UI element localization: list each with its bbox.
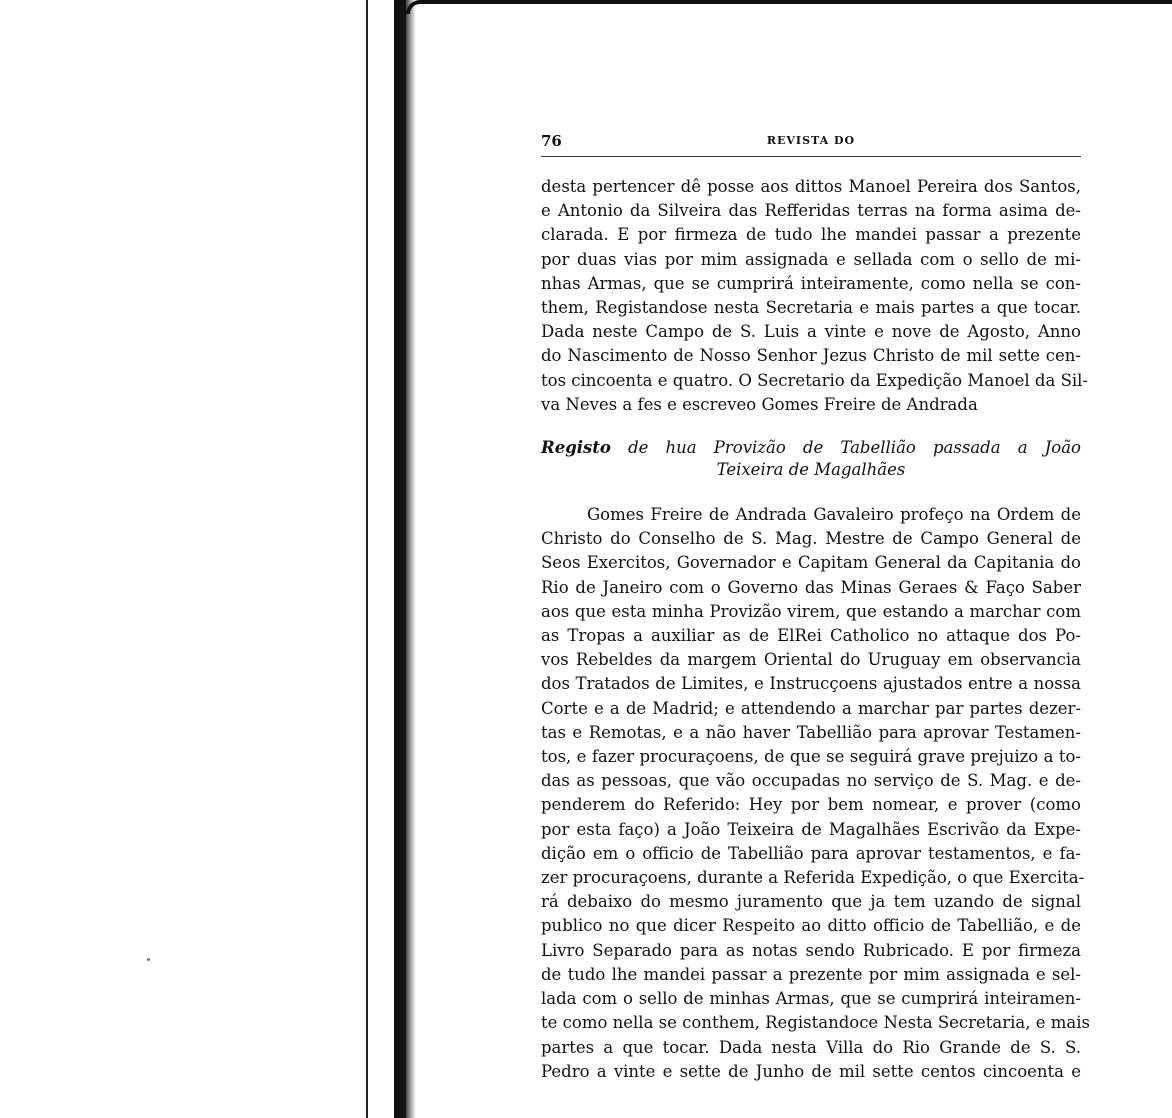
page-number: 76 <box>541 132 562 150</box>
text-line: tos cincoenta e quatro. O Secretario da Expedição Manoel da Sil- <box>541 370 1089 390</box>
speck <box>147 958 150 961</box>
section-title-line-1-rest: de hua Provizão de Tabellião passada a João <box>628 438 1081 458</box>
text-line: vos Rebeldes da margem Oriental do Uruguay em observancia <box>541 650 1081 670</box>
text-line: de tudo lhe mandei passar a prezente por mim assignada e sel- <box>541 964 1081 984</box>
text-line: tos, e fazer procuraçoens, de que se seguirá grave prejuizo a to- <box>541 747 1081 767</box>
text-line: Seos Exercitos, Governador e Capitam General da Capitania do <box>541 553 1081 573</box>
text-line: aos que esta minha Provizão virem, que estando a marchar com <box>541 601 1081 621</box>
section-title-line-2: Teixeira de Magalhães <box>716 460 906 480</box>
text-line: nhas Armas, que se cumprirá inteiramente, como nella se con- <box>541 273 1081 293</box>
text-line: Livro Separado para as notas sendo Rubricado. E por firmeza <box>541 940 1081 960</box>
text-line: desta pertencer dê posse aos dittos Manoel Pereira dos Santos, <box>541 177 1081 196</box>
running-head: REVISTA DO <box>766 134 856 147</box>
text-line: publico no que dicer Respeito ao ditto officio de Tabellião, e de <box>541 916 1081 936</box>
page-edge-line <box>366 0 368 1118</box>
paragraph-2 <box>541 503 1090 1084</box>
page-content <box>541 130 1090 1084</box>
text-line: Dada neste Campo de S. Luis a vinte e nove de Agosto, Anno <box>541 322 1081 342</box>
text-line: Rio de Janeiro com o Governo das Minas Geraes & Faço Saber <box>541 577 1081 597</box>
section-title-line-1 <box>541 437 1081 459</box>
text-line: penderem do Referido: Hey por bem nomear, e prover (como <box>541 795 1081 815</box>
text-line: va Neves a fes e escreveo Gomes Freire de Andrada <box>541 394 978 414</box>
section-title <box>541 437 1081 481</box>
text-line: dição em o officio de Tabellião para aprovar testamentos, e fa- <box>541 843 1081 863</box>
text-line: Pedro a vinte e sette de Junho de mil sette centos cincoenta e <box>541 1061 1081 1081</box>
text-line: do Nascimento de Nosso Senhor Jezus Christo de mil sette cen- <box>541 346 1081 366</box>
text-line: por esta faço) a João Teixeira de Magalhães Escrivão da Expe- <box>541 819 1081 839</box>
text-line: e Antonio da Silveira das Refferidas terras na forma asima de- <box>541 201 1081 221</box>
text-line: dos Tratados de Limites, e Instrucçoens ajustados entre a nossa <box>541 674 1081 694</box>
text-line: as Tropas a auxiliar as de ElRei Catholico no attaque dos Po- <box>541 626 1081 646</box>
text-line: te como nella se conthem, Registandoce Nesta Secretaria, e mais <box>541 1013 1090 1033</box>
text-line: por duas vias por mim assignada e sellada com o sello de mi- <box>541 249 1081 269</box>
text-line: Corte e a de Madrid; e attendendo a marchar par partes dezer- <box>541 698 1081 718</box>
section-title-bold-word: Registo <box>541 438 611 458</box>
facing-page-margin <box>0 0 394 1118</box>
text-line: rá debaixo do mesmo juramento que ja tem uzando de signal <box>541 892 1081 912</box>
spine-shadow <box>406 0 416 1118</box>
book-spine <box>394 0 406 1118</box>
text-line: clarada. E por firmeza de tudo lhe mandei passar a prezente <box>541 225 1081 245</box>
text-line: das as pessoas, que vão occupadas no serviço de S. Mag. e de- <box>541 771 1081 791</box>
text-line: tas e Remotas, e a não haver Tabellião para aprovar Testamen- <box>541 722 1081 742</box>
paragraph-1 <box>541 175 1089 417</box>
text-line: partes a que tocar. Dada nesta Villa do Rio Grande de S. S. <box>541 1037 1081 1057</box>
page-header <box>541 130 1081 157</box>
text-line: Christo do Conselho de S. Mag. Mestre de Campo General de <box>541 529 1081 549</box>
page-top-edge <box>406 0 1172 14</box>
text-line: zer procuraçoens, durante a Referida Expedição, o que Exercita- <box>541 868 1085 888</box>
text-line: them, Registandose nesta Secretaria e mais partes a que tocar. <box>541 298 1081 318</box>
text-line: lada com o sello de minhas Armas, que se cumprirá inteiramen- <box>541 989 1081 1009</box>
text-line: Gomes Freire de Andrada Gavaleiro profeço na Ordem de <box>587 505 1081 525</box>
